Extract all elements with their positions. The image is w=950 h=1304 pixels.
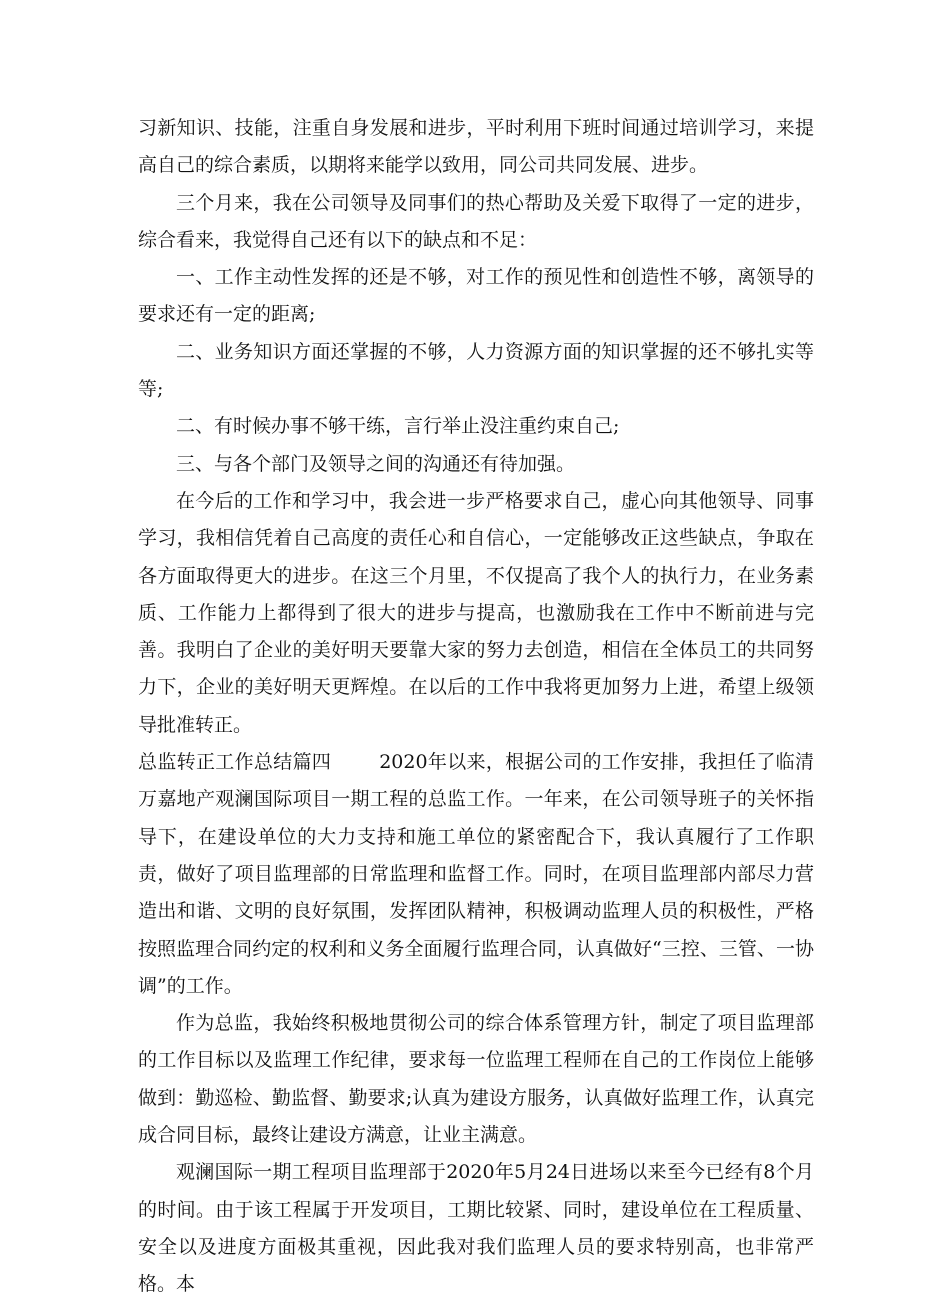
paragraph-shortcoming-4: 三、与各个部门及领导之间的沟通还有待加强。 — [176, 452, 576, 475]
paragraph-three-months: 三个月来，我在公司领导及同事们的热心帮助及关爱下取得了一定的进步，综合看来，我觉得自己还有以下的缺点和不足： — [138, 191, 814, 251]
paragraph-director-role: 作为总监，我始终积极地贯彻公司的综合体系管理方针，制定了项目监理部的工作目标以及监理工作纪律，要求每一位监理工程师在自己的工作岗位上能够做到：勤巡检、勤监督、勤要求;认真为建设方服务，认真做好监理工作，认真完成合同目标，最终让建设方满意，让业主满意。 — [138, 1012, 814, 1147]
section-heading: 总监转正工作总结篇四 — [138, 751, 332, 774]
section-paragraph — [138, 744, 814, 1005]
paragraph-future-plans: 在今后的工作和学习中，我会进一步严格要求自己，虚心向其他领导、同事学习，我相信凭着自己高度的责任心和自信心，一定能够改正这些缺点，争取在各方面取得更大的进步。在这三个月里，不仅提高了我个人的执行力，在业务素质、工作能力上都得到了很大的进步与提高，也激励我在工作中不断前进与完善。我明白了企业的美好明天要靠大家的努力去创造，相信在全体员工的共同努力下，企业的美好明天更辉煌。在以后的工作中我将更加努力上进，希望上级领导批准转正。 — [138, 489, 814, 736]
paragraph-continued-intro: 习新知识、技能，注重自身发展和进步，平时利用下班时间通过培训学习，来提高自己的综合素质，以期将来能学以致用，同公司共同发展、进步。 — [138, 117, 814, 177]
section-body: 2020年以来，根据公司的工作安排，我担任了临清万嘉地产观澜国际项目一期工程的总监工作。一年来，在公司领导班子的关怀指导下，在建设单位的大力支持和施工单位的紧密配合下，我认真履行了工作职责，做好了项目监理部的日常监理和监督工作。同时，在项目监理部内部尽力营造出和谐、文明的良好氛围，发挥团队精神，积极调动监理人员的积极性，严格按照监理合同约定的权利和义务全面履行监理合同，认真做好“三控、三管、一协调”的工作。 — [138, 751, 814, 997]
paragraph-shortcoming-1: 一、工作主动性发挥的还是不够，对工作的预见性和创造性不够，离领导的要求还有一定的距离; — [138, 266, 814, 326]
paragraph-project-timeline: 观澜国际一期工程项目监理部于2020年5月24日进场以来至今已经有8个月的时间。由于该工程属于开发项目，工期比较紧、同时，建设单位在工程质量、安全以及进度方面极其重视，因此我对我们监理人员的要求特别高，也非常严格。本 — [138, 1161, 814, 1296]
paragraph-shortcoming-3: 二、有时候办事不够干练，言行举止没注重约束自己; — [176, 415, 620, 438]
document-body — [138, 110, 814, 1304]
paragraph-shortcoming-2: 二、业务知识方面还掌握的不够，人力资源方面的知识掌握的还不够扎实等等; — [138, 340, 814, 401]
